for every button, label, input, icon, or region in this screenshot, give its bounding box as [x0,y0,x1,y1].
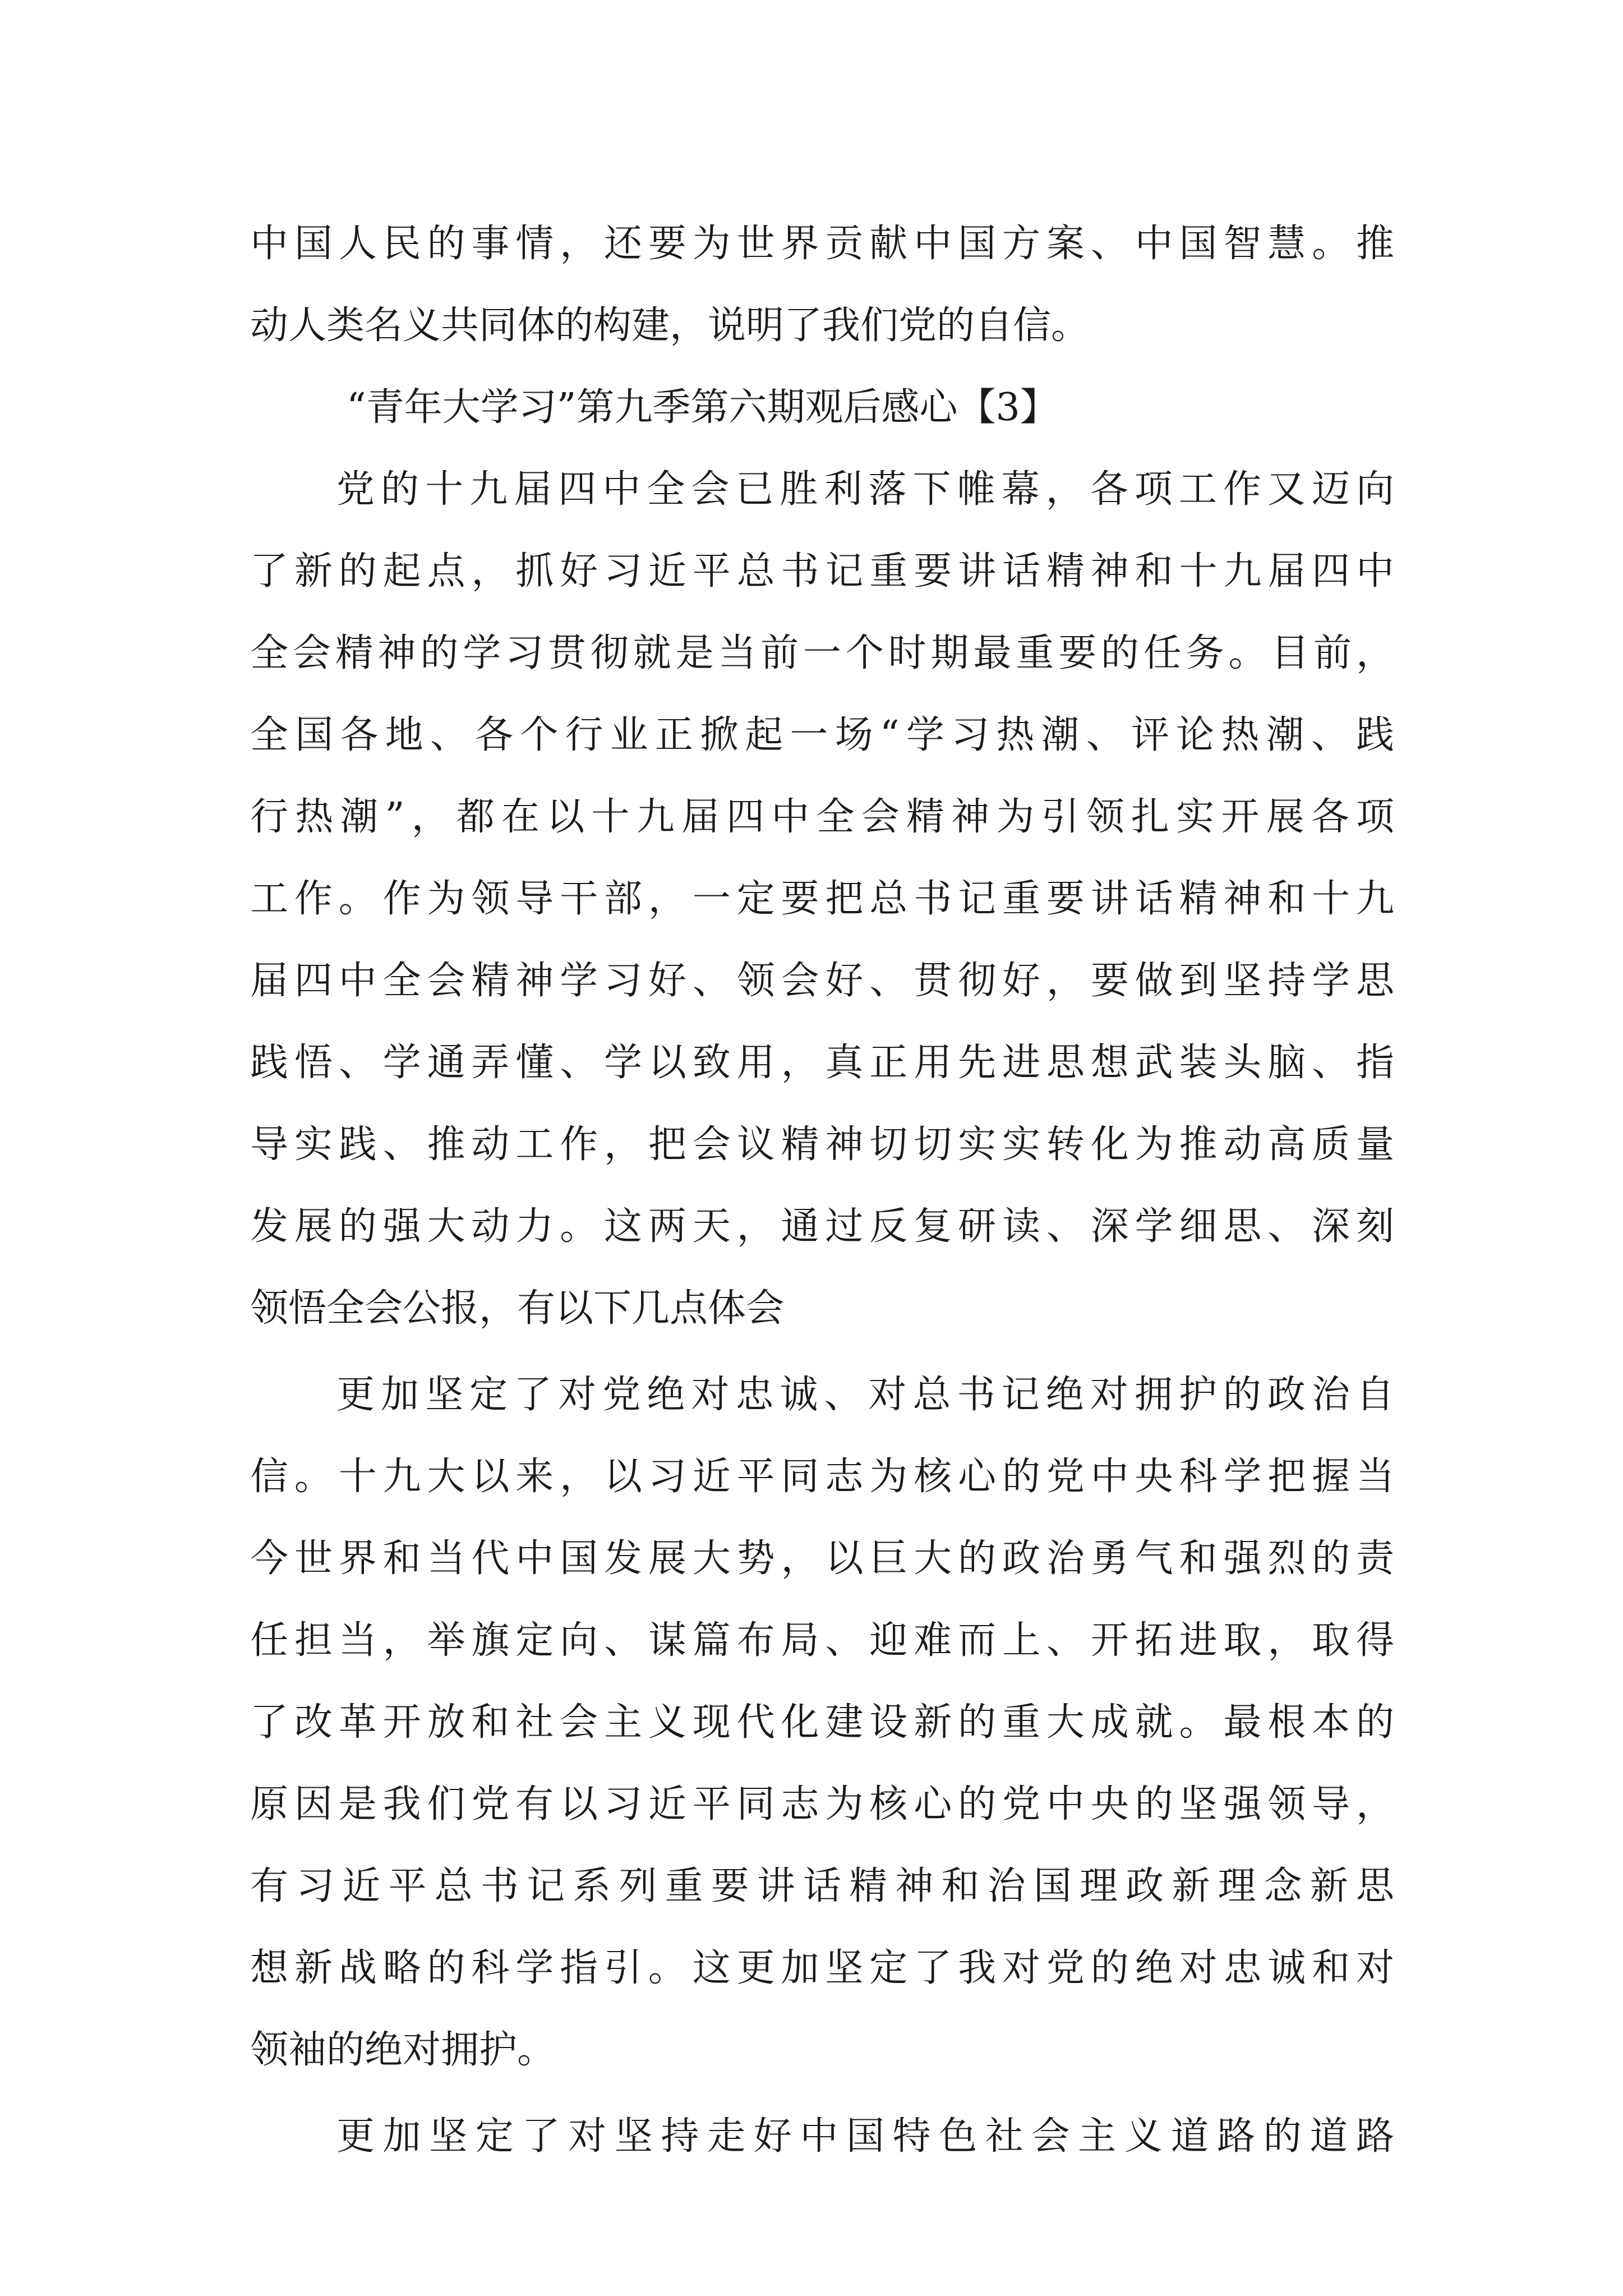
paragraph-line: 更加坚定了对党绝对忠诚、对总书记绝对拥护的政治自 [336,1373,1394,1417]
paragraph-line: 践悟、学通弄懂、学以致用，真正用先进思想武装头脑、指 [250,1041,1394,1085]
paragraph-line: 领袖的绝对拥护。 [250,2028,556,2072]
paragraph-line: 行热潮”，都在以十九届四中全会精神为引领扎实开展各项 [250,795,1394,839]
paragraph-line: 任担当，举旗定向、谋篇布局、迎难而上、开拓进取，取得 [250,1618,1394,1663]
paragraph-line: 有习近平总书记系列重要讲话精神和治国理政新理念新思 [250,1864,1394,1908]
paragraph-line: 信。十九大以来，以习近平同志为核心的党中央科学把握当 [250,1455,1394,1499]
paragraph-line: 了新的起点，抓好习近平总书记重要讲话精神和十九届四中 [250,549,1394,593]
text-line: 中国人民的事情，还要为世界贡献中国方案、中国智慧。推 [250,222,1394,266]
paragraph-line: 工作。作为领导干部，一定要把总书记重要讲话精神和十九 [250,877,1394,921]
paragraph-line: 了改革开放和社会主义现代化建设新的重大成就。最根本的 [250,1700,1394,1745]
paragraph-line: 党的十九届四中全会已胜利落下帷幕，各项工作又迈向 [336,467,1394,512]
paragraph-line: 全会精神的学习贯彻就是当前一个时期最重要的任务。目前， [250,631,1394,675]
paragraph-line: 原因是我们党有以习近平同志为核心的党中央的坚强领导， [250,1782,1394,1826]
paragraph-line: 更加坚定了对坚持走好中国特色社会主义道路的道路 [336,2114,1394,2159]
paragraph-line: 全国各地、各个行业正掀起一场“学习热潮、评论热潮、践 [250,713,1394,757]
paragraph-line: 领悟全会公报，有以下几点体会 [250,1286,785,1331]
paragraph-line: 发展的强大动力。这两天，通过反复研读、深学细思、深刻 [250,1204,1394,1249]
paragraph-line: 今世界和当代中国发展大势，以巨大的政治勇气和强烈的责 [250,1536,1394,1581]
section-heading: “青年大学习”第九季第六期观后感心【3】 [347,385,1058,430]
paragraph-line: 想新战略的科学指引。这更加坚定了我对党的绝对忠诚和对 [250,1946,1394,1990]
paragraph-line: 导实践、推动工作，把会议精神切切实实转化为推动高质量 [250,1122,1394,1167]
paragraph-line: 届四中全会精神学习好、领会好、贯彻好，要做到坚持学思 [250,959,1394,1003]
text-line: 动人类名义共同体的构建，说明了我们党的自信。 [250,303,1090,348]
